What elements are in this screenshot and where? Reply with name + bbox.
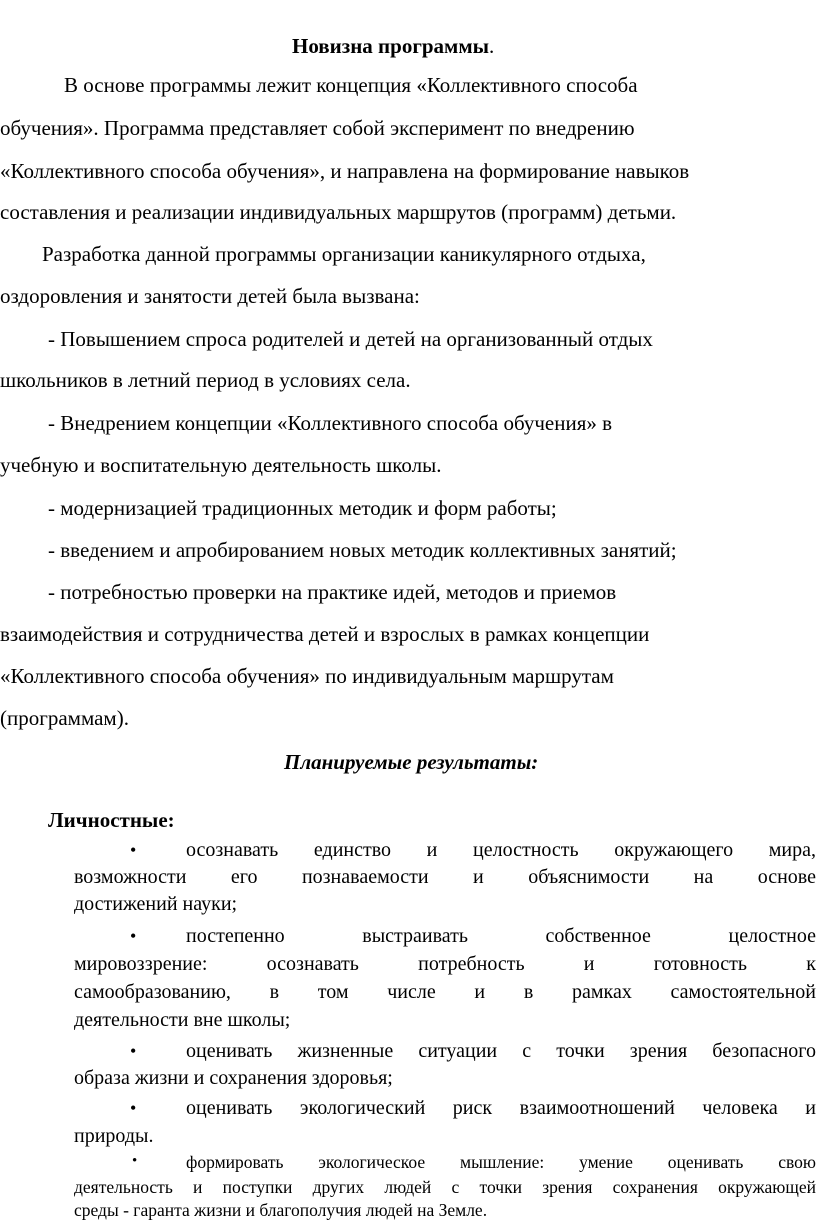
title-text: Новизна программы	[292, 34, 490, 58]
bullet-line: оценивать экологический риск взаимоотношений человека и	[186, 1097, 816, 1119]
bullet-dot-icon: •	[130, 926, 137, 946]
paragraph-line: «Коллективного способа обучения» по индивидуальным маршрутам	[0, 664, 614, 688]
paragraph-line: «Коллективного способа обучения», и направлена на формирование навыков	[0, 159, 690, 183]
bullet-dot-icon: •	[130, 840, 137, 860]
bullet-line: осознавать единство и целостность окружающего мира,	[186, 839, 816, 861]
bullet-dot-icon: •	[130, 1041, 137, 1061]
results-heading: Планируемые результаты:	[284, 750, 539, 774]
paragraph-line: В основе программы лежит концепция «Коллективного способа	[64, 73, 638, 97]
paragraph-line: - Повышением спроса родителей и детей на организованный отдых	[48, 327, 653, 351]
paragraph-line: - потребностью проверки на практике идей, методов и приемов	[48, 580, 617, 604]
paragraph-line: учебную и воспитательную деятельность школы.	[0, 453, 442, 477]
paragraph-line: - Внедрением концепции «Коллективного способа обучения» в	[48, 411, 613, 435]
bullet-line: деятельности вне школы;	[74, 1009, 291, 1031]
bullet-line: самообразованию, в том числе и в рамках самостоятельной	[74, 981, 816, 1003]
bullet-line: формировать экологическое мышление: умение оценивать свою	[186, 1152, 816, 1172]
bullet-dot-icon: •	[132, 1153, 138, 1169]
bullet-line: образа жизни и сохранения здоровья;	[74, 1067, 393, 1089]
title-period: .	[489, 34, 495, 58]
bullet-line: среды - гаранта жизни и благополучия людей на Земле.	[74, 1200, 488, 1220]
paragraph-line: (программам).	[0, 706, 129, 730]
bullet-line: возможности его познаваемости и объяснимости на основе	[74, 866, 816, 888]
paragraph-line: составления и реализации индивидуальных маршрутов (программ) детьми.	[0, 200, 677, 224]
bullet-line: природы.	[74, 1125, 154, 1147]
paragraph-line: взаимодействия и сотрудничества детей и взрослых в рамках концепции	[0, 622, 650, 646]
paragraph-line: обучения». Программа представляет собой эксперимент по внедрению	[0, 116, 635, 140]
paragraph-line: школьников в летний период в условиях села.	[0, 368, 411, 392]
bullet-line: оценивать жизненные ситуации с точки зрения безопасного	[186, 1040, 816, 1062]
personal-heading: Личностные:	[48, 808, 175, 832]
paragraph-line: - введением и апробированием новых методик коллективных занятий;	[48, 538, 677, 562]
bullet-dot-icon: •	[130, 1098, 137, 1118]
page-title	[292, 36, 494, 57]
bullet-line: достижений науки;	[74, 893, 238, 915]
paragraph-line: оздоровления и занятости детей была вызвана:	[0, 284, 420, 308]
paragraph-line: - модернизацией традиционных методик и форм работы;	[48, 496, 557, 520]
bullet-line: постепенно выстраивать собственное целостное	[186, 925, 816, 947]
bullet-line: мировоззрение: осознавать потребность и готовность к	[74, 953, 816, 975]
paragraph-line: Разработка данной программы организации каникулярного отдыха,	[42, 242, 646, 266]
bullet-line: деятельность и поступки других людей с точки зрения сохранения окружающей	[74, 1177, 816, 1197]
